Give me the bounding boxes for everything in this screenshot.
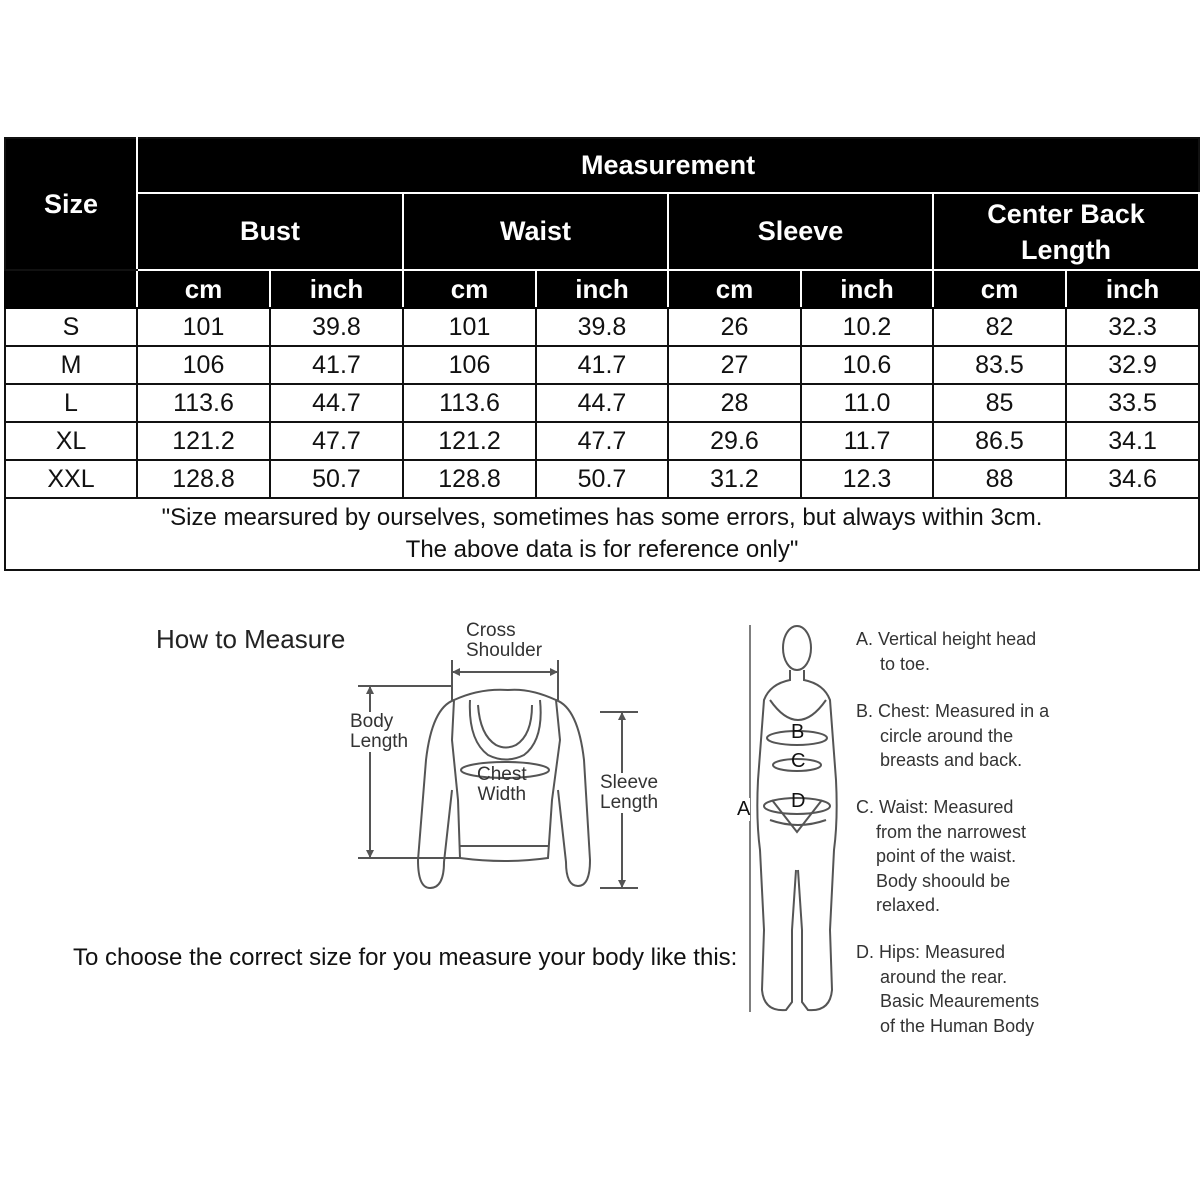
value-cell: 85 [933,384,1066,422]
definition-d [856,940,1039,1038]
how-to-measure-title: How to Measure [156,624,346,654]
value-cell: 41.7 [270,346,403,384]
size-cell: XL [5,422,137,460]
def-line: circle around the [880,725,1014,746]
value-cell: 106 [403,346,536,384]
label-line: Length [350,731,409,752]
bust-header: Bust [137,193,403,270]
unit-header: cm [668,270,801,308]
value-cell: 11.0 [801,384,933,422]
sleeve-length-label [600,773,658,813]
def-line: to toe. [880,653,931,674]
marker-c: C [791,750,806,772]
body-length-label [350,712,408,752]
unit-header: cm [933,270,1066,308]
def-line: from the narrowest [876,821,1027,842]
note-line-1: "Size mearsured by ourselves, sometimes has some errors, but always within 3cm. [161,504,1043,531]
value-cell: 106 [137,346,270,384]
center-back-label: Center Back [987,198,1145,229]
unit-header: cm [403,270,536,308]
def-line: A. Vertical height head [856,629,1037,649]
value-cell: 128.8 [403,460,536,498]
size-cell: S [5,308,137,346]
unit-header: inch [1066,270,1199,308]
def-line: C. Waist: Measured [856,797,1014,817]
value-cell: 82 [933,308,1066,346]
value-cell: 10.6 [801,346,933,384]
def-line: relaxed. [876,895,941,915]
cross-shoulder-label [466,621,542,661]
choose-size-instruction: To choose the correct size for you measure your body like this: [73,944,738,971]
value-cell: 39.8 [536,308,668,346]
value-cell: 101 [403,308,536,346]
size-header: Size [5,138,137,270]
def-line: breasts and back. [880,750,1023,770]
value-cell: 26 [668,308,801,346]
table-row [5,308,1199,346]
def-line: Body shoould be [876,870,1011,891]
def-line: D. Hips: Measured [856,942,1006,962]
value-cell: 34.1 [1066,422,1199,460]
label-line: Cross [466,620,516,641]
value-cell: 27 [668,346,801,384]
def-line: Basic Meaurements [880,991,1040,1011]
value-cell: 44.7 [536,384,668,422]
label-line: Chest [477,764,527,785]
def-line: around the rear. [880,966,1008,987]
unit-header: inch [536,270,668,308]
value-cell: 47.7 [536,422,668,460]
value-cell: 50.7 [270,460,403,498]
value-cell: 44.7 [270,384,403,422]
waist-header: Waist [403,193,668,270]
center-back-length-header [933,193,1199,270]
label-line: Shoulder [466,640,543,661]
value-cell: 101 [137,308,270,346]
label-line: Sleeve [600,772,659,793]
unit-header: cm [137,270,270,308]
chest-width-label [477,765,527,805]
marker-b: B [791,721,805,743]
unit-header: inch [270,270,403,308]
definition-c [856,795,1026,918]
value-cell: 83.5 [933,346,1066,384]
marker-a: A [737,798,751,820]
value-cell: 121.2 [137,422,270,460]
value-cell: 121.2 [403,422,536,460]
definition-b [856,699,1049,773]
value-cell: 32.9 [1066,346,1199,384]
value-cell: 29.6 [668,422,801,460]
size-cell: M [5,346,137,384]
size-chart-table [4,137,1200,571]
def-line: B. Chest: Measured in a [856,701,1050,721]
unit-header: inch [801,270,933,308]
body-outline [757,626,836,1010]
measurement-header: Measurement [137,138,1199,193]
value-cell: 86.5 [933,422,1066,460]
def-line: of the Human Body [880,1015,1035,1036]
value-cell: 33.5 [1066,384,1199,422]
value-cell: 32.3 [1066,308,1199,346]
table-row [5,384,1199,422]
value-cell: 10.2 [801,308,933,346]
label-line: Width [477,784,527,805]
label-line: Body [350,711,394,732]
marker-d: D [791,790,806,812]
sleeve-header: Sleeve [668,193,933,270]
table-row [5,422,1199,460]
note-line-2: The above data is for reference only" [405,536,799,563]
size-cell: L [5,384,137,422]
def-line: point of the waist. [876,846,1017,866]
value-cell: 47.7 [270,422,403,460]
value-cell: 128.8 [137,460,270,498]
table-note [5,498,1199,570]
value-cell: 28 [668,384,801,422]
length-label: Length [1021,234,1112,265]
size-cell: XXL [5,460,137,498]
value-cell: 113.6 [137,384,270,422]
table-row [5,460,1199,498]
value-cell: 39.8 [270,308,403,346]
label-line: Length [600,792,659,813]
value-cell: 34.6 [1066,460,1199,498]
value-cell: 113.6 [403,384,536,422]
definition-a [856,627,1036,676]
value-cell: 12.3 [801,460,933,498]
value-cell: 50.7 [536,460,668,498]
value-cell: 41.7 [536,346,668,384]
unit-spacer [5,270,137,308]
value-cell: 31.2 [668,460,801,498]
value-cell: 88 [933,460,1066,498]
value-cell: 11.7 [801,422,933,460]
table-row [5,346,1199,384]
